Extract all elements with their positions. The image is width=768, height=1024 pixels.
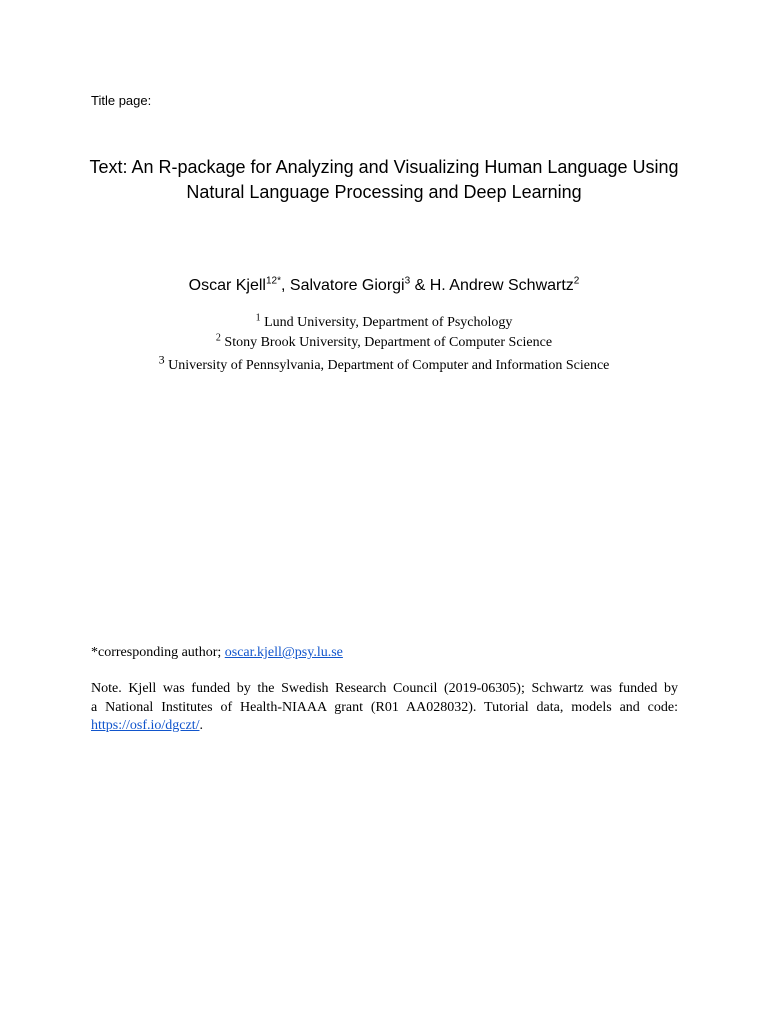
author-list [60,275,708,297]
paper-title-line-1: Text: An R-package for Analyzing and Visualizing Human Language Using [89,157,679,177]
author-superscript: 12* [265,275,281,287]
affiliation-item [60,313,708,333]
affiliation-list [60,313,708,376]
author-separator: & [410,277,430,294]
author-name: Salvatore Giorgi [289,277,405,294]
author-superscript: 3 [404,275,411,287]
affiliation-text: Lund University, Department of Psychology [264,315,513,330]
affiliation-item [60,333,708,353]
paper-title [60,155,708,205]
funding-note-line: Note. Kjell was funded by the Swedish Research Council (2019-06305); Schwartz was funded by [91,681,678,696]
osf-link[interactable]: https://osf.io/dgczt/ [91,718,200,733]
funding-note [91,680,678,736]
corresponding-author-label: *corresponding author; [91,645,225,660]
funding-note-trail: . [199,718,203,733]
author-name: H. Andrew Schwartz [429,277,574,294]
affiliation-number: 3 [158,352,165,367]
funding-note-line [91,717,678,736]
author-superscript: 2 [573,275,580,287]
affiliation-number: 1 [255,312,261,324]
affiliation-text: Stony Brook University, Department of Computer Science [224,335,553,350]
corresponding-author [91,643,343,663]
author-name: Oscar Kjell [188,277,266,294]
affiliation-item [60,352,708,376]
affiliation-number: 2 [215,332,221,344]
paper-title-line-2: Natural Language Processing and Deep Learning [186,182,582,202]
funding-note-line: a National Institutes of Health-NIAAA grant (R01 AA028032). Tutorial data, models and code: [91,699,678,715]
corresponding-email-link[interactable]: oscar.kjell@psy.lu.se [224,645,343,660]
affiliation-text: University of Pennsylvania, Department of Computer and Information Science [168,358,610,373]
title-page-label: Title page: [91,93,152,108]
author-separator: , [281,277,290,294]
